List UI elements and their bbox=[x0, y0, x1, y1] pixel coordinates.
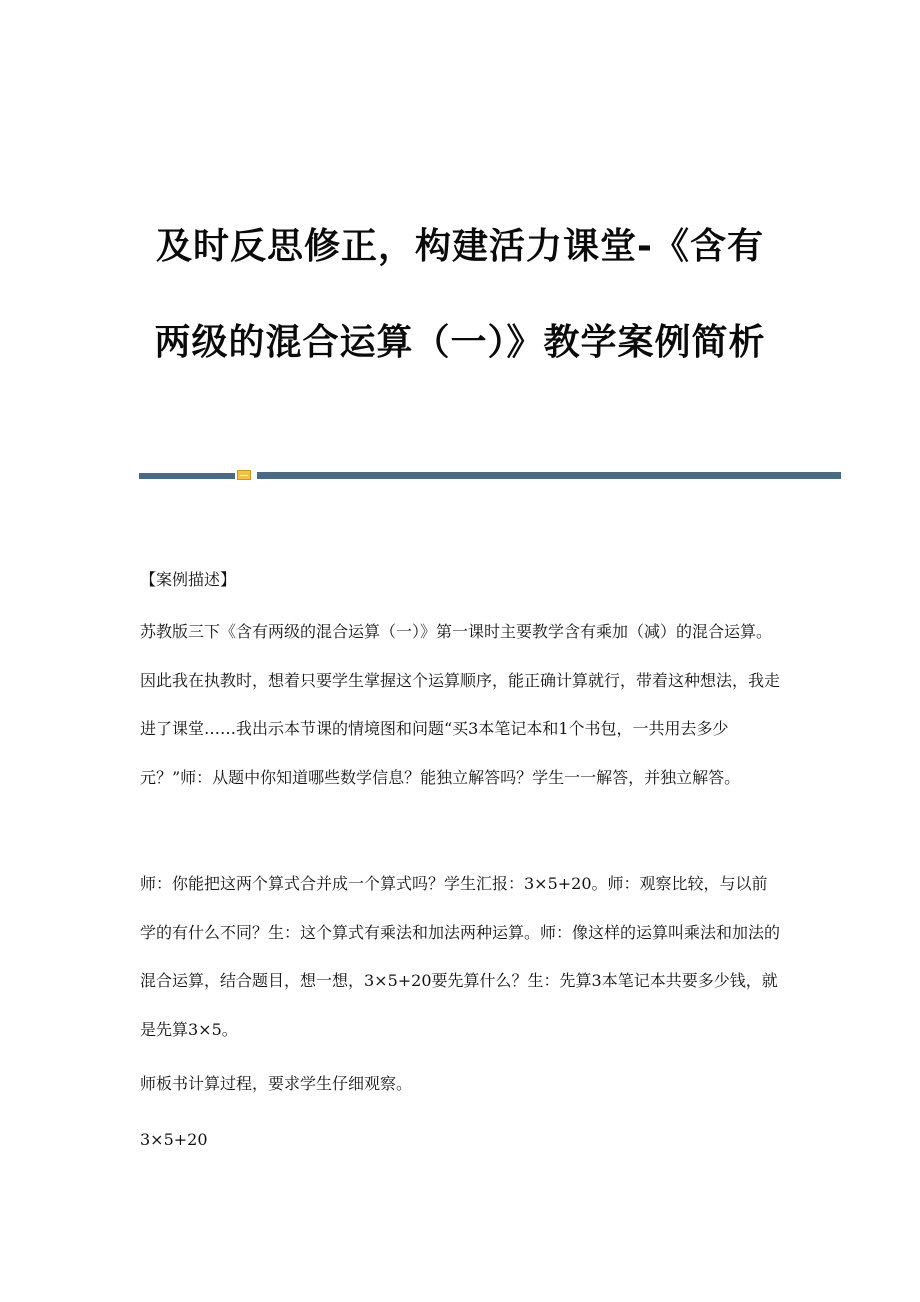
section-heading: 【案例描述】 bbox=[140, 570, 237, 589]
document-title-line-1: 及时反思修正，构建活力课堂-《含有 bbox=[156, 226, 764, 267]
divider-ornament-icon bbox=[237, 470, 251, 480]
title-divider bbox=[139, 470, 841, 481]
paragraph-3: 师板书计算过程，要求学生仔细观察。 bbox=[140, 1074, 413, 1093]
formula-line: 3×5+20 bbox=[140, 1130, 208, 1149]
document-title-line-2: 两级的混合运算（一）》教学案例简析 bbox=[154, 322, 766, 363]
divider-bar-right bbox=[257, 472, 841, 479]
paragraph-2: 师：你能把这两个算式合并成一个算式吗？学生汇报：3×5+20。师：观察比较，与以前学的有什么不同？生：这个算式有乘法和加法两种运算。师：像这样的运算叫乘法和加法的混合运算，结合题目，想一想，3×5+20要先算什么？生：先算3本笔记本共要多少钱，就是先算3×5。 bbox=[140, 874, 781, 1039]
paragraph-1: 苏教版三下《含有两级的混合运算（一）》第一课时主要教学含有乘加（减）的混合运算。因此我在执教时，想着只要学生掌握这个运算顺序，能正确计算就行，带着这种想法，我走进了课堂……我出示本节课的情境图和问题“买3本笔记本和1个书包，一共用去多少元？”师：从题中你知道哪些数学信息？能独立解答吗？学生一一解答，并独立解答。 bbox=[140, 622, 781, 787]
divider-bar-left bbox=[139, 473, 235, 479]
